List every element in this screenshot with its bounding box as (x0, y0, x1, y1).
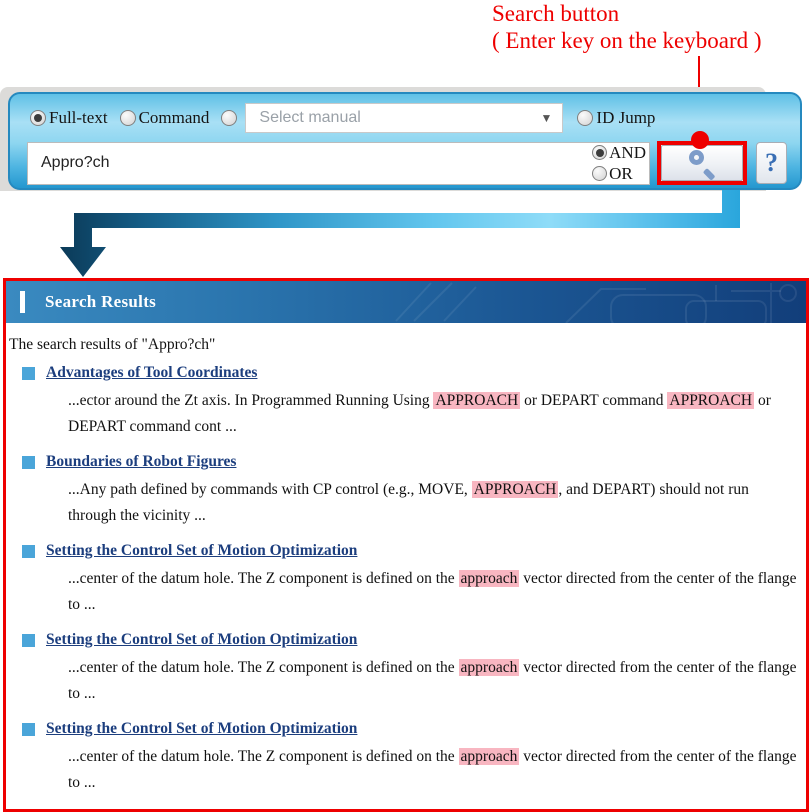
help-button[interactable] (756, 142, 787, 184)
radio-command-label: Command (138, 108, 210, 127)
result-item (6, 720, 806, 796)
result-item (6, 631, 806, 707)
search-mode-row (10, 94, 800, 132)
bullet-square-icon (22, 634, 35, 647)
snippet-text: or DEPART command (520, 392, 668, 409)
logic-and-row (592, 142, 646, 163)
manual-select-dropdown[interactable] (245, 103, 563, 133)
search-results-panel (3, 278, 809, 812)
result-title[interactable]: Setting the Control Set of Motion Optimization (46, 542, 358, 559)
snippet-text: ...Any path defined by commands with CP control (e.g., MOVE, (68, 481, 472, 498)
result-title[interactable]: Setting the Control Set of Motion Optimization (46, 631, 358, 648)
snippet-text: , and DEPART) should not run through the vicinity ... (68, 481, 749, 524)
result-head (22, 364, 806, 382)
result-snippet (68, 566, 800, 618)
result-head (22, 720, 806, 738)
search-results-title: Search Results (45, 292, 157, 311)
bullet-square-icon (22, 456, 35, 469)
result-item (6, 364, 806, 440)
header-accent-bar (20, 291, 25, 313)
snippet-text: vector directed from the center of the flange to ... (68, 570, 797, 613)
radio-select-manual[interactable] (221, 110, 237, 126)
annotation-pointer-dot (691, 131, 709, 149)
flow-arrow (0, 186, 812, 281)
manual-select-value: Select manual (259, 109, 361, 126)
annotation-line2: ( Enter key on the keyboard ) (492, 28, 762, 53)
radio-id-jump[interactable] (577, 110, 593, 126)
result-head (22, 631, 806, 649)
search-input[interactable] (27, 142, 650, 185)
highlight-term: approach (460, 659, 518, 676)
radio-and[interactable] (592, 145, 607, 160)
radio-id-jump-label: ID Jump (596, 108, 656, 127)
chevron-down-icon: ▼ (540, 111, 553, 125)
result-snippet (68, 388, 800, 440)
results-intro-text: The search results of "Appro?ch" (9, 336, 216, 353)
help-button-label: ? (765, 148, 778, 177)
highlight-term: approach (460, 748, 518, 765)
results-list (6, 364, 806, 796)
logic-radio-group (592, 142, 649, 184)
bullet-square-icon (22, 367, 35, 380)
radio-full-text-label: Full-text (49, 108, 108, 127)
snippet-text: ...center of the datum hole. The Z component is defined on the (68, 570, 459, 587)
snippet-text: ...center of the datum hole. The Z component is defined on the (68, 659, 459, 676)
highlight-term: approach (460, 570, 518, 587)
search-input-value: Appro?ch (41, 154, 110, 171)
robot-watermark-graphic (386, 281, 806, 323)
result-item (6, 542, 806, 618)
result-head (22, 542, 806, 560)
radio-full-text[interactable] (30, 110, 46, 126)
annotation-line1: Search button (492, 1, 620, 26)
logic-or-row (592, 163, 646, 184)
search-bar (8, 92, 802, 190)
result-item (6, 453, 806, 529)
highlight-term: APPROACH (473, 481, 557, 498)
bullet-square-icon (22, 545, 35, 558)
radio-and-label: AND (609, 142, 646, 162)
result-snippet (68, 655, 800, 707)
snippet-text: ...ector around the Zt axis. In Programmed Running Using (68, 392, 434, 409)
magnifier-icon (687, 148, 717, 178)
search-button[interactable] (661, 145, 743, 181)
result-snippet (68, 477, 800, 529)
snippet-text: ...center of the datum hole. The Z component is defined on the (68, 748, 459, 765)
highlight-term: APPROACH (669, 392, 753, 409)
result-title[interactable]: Advantages of Tool Coordinates (46, 364, 258, 381)
result-snippet (68, 744, 800, 796)
result-head (22, 453, 806, 471)
snippet-text: vector directed from the center of the flange to ... (68, 748, 797, 791)
snippet-text: vector directed from the center of the flange to ... (68, 659, 797, 702)
search-input-row (27, 141, 787, 185)
snippet-text: or DEPART command cont ... (68, 392, 771, 435)
bullet-square-icon (22, 723, 35, 736)
result-title[interactable]: Setting the Control Set of Motion Optimization (46, 720, 358, 737)
radio-command[interactable] (120, 110, 136, 126)
radio-or-label: OR (609, 163, 633, 183)
annotation-search-button (492, 0, 762, 54)
result-title[interactable]: Boundaries of Robot Figures (46, 453, 237, 470)
radio-or[interactable] (592, 166, 607, 181)
highlight-term: APPROACH (435, 392, 519, 409)
search-results-header (6, 281, 806, 323)
